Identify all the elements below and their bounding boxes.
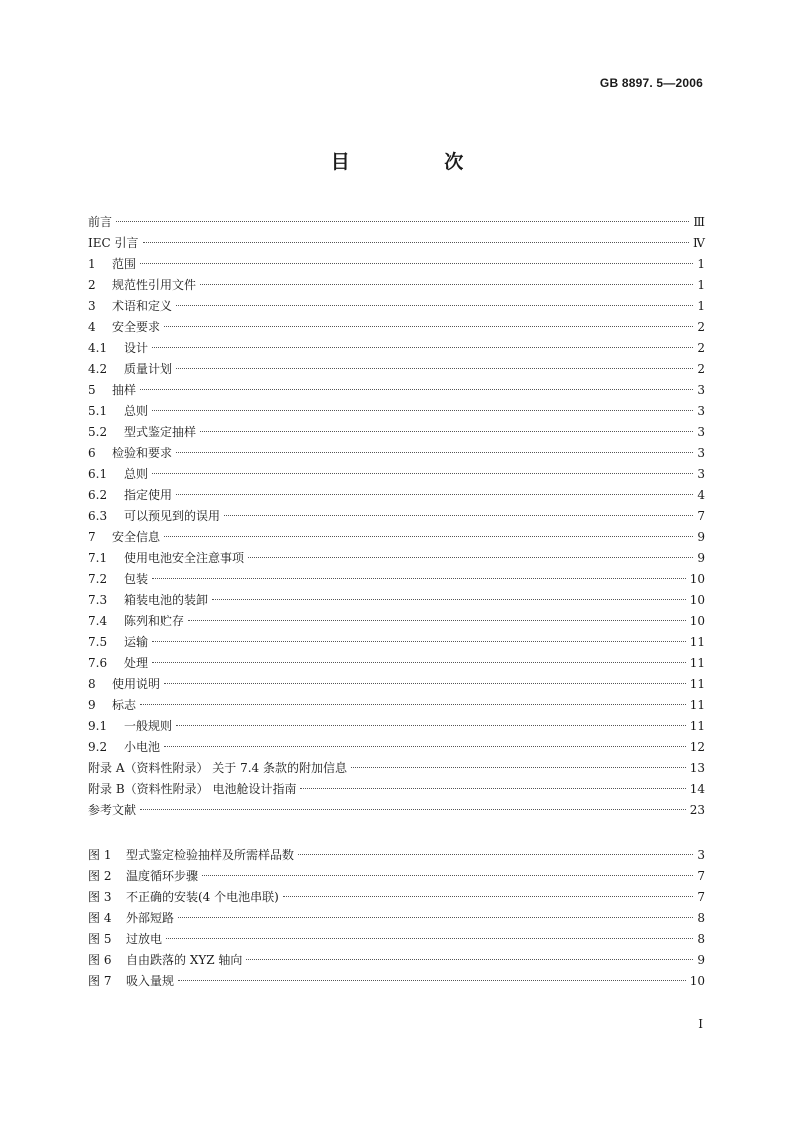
toc-entry-number: 3 — [88, 299, 96, 313]
figure-entry-number: 图 4 — [88, 911, 112, 925]
toc-entry[interactable] — [88, 443, 705, 464]
toc-entry-page: Ⅲ — [693, 215, 705, 229]
dot-leader — [164, 326, 693, 327]
dot-leader — [143, 242, 690, 243]
toc-entry-label: 小电池 — [124, 740, 161, 754]
figure-entry-page: 8 — [697, 911, 705, 925]
toc-entry-page: 13 — [689, 761, 705, 775]
toc-entry-page: 10 — [689, 614, 705, 628]
dot-leader — [164, 536, 693, 537]
dot-leader — [152, 578, 686, 579]
toc-entry-label: 质量计划 — [124, 362, 173, 376]
toc-entry-page: 9 — [697, 530, 705, 544]
dot-leader — [176, 452, 693, 453]
figure-entry-label: 吸入量规 — [126, 974, 175, 988]
toc-entry-page: 3 — [697, 446, 705, 460]
toc-entry-number: 7.6 — [88, 656, 108, 670]
toc-entry[interactable] — [88, 422, 705, 443]
toc-entry-label: 范围 — [112, 257, 137, 271]
toc-entry-label: 前言 — [88, 215, 113, 229]
toc-entry[interactable] — [88, 359, 705, 380]
toc-entry-number: 6 — [88, 446, 96, 460]
toc-entry-number: 6.2 — [88, 488, 108, 502]
toc-entry-page: 12 — [689, 740, 705, 754]
toc-entry-page: 3 — [697, 404, 705, 418]
toc-entry-label: 附录 A（资料性附录） 关于 7.4 条款的附加信息 — [88, 761, 348, 775]
toc-entry[interactable] — [88, 296, 705, 317]
toc-entry-label: 总则 — [124, 404, 149, 418]
toc-entry[interactable] — [88, 212, 705, 233]
toc-entry[interactable] — [88, 275, 705, 296]
toc-entry-label: 箱装电池的装卸 — [124, 593, 209, 607]
dot-leader — [300, 788, 685, 789]
toc-entry-page: 11 — [689, 656, 705, 670]
figure-entry-number: 图 7 — [88, 974, 112, 988]
dot-leader — [152, 347, 693, 348]
figure-entry-label: 外部短路 — [126, 911, 175, 925]
toc-entry-label: 可以预见到的误用 — [124, 509, 221, 523]
toc-entry-number: 9.2 — [88, 740, 108, 754]
toc-entry-number: 6.3 — [88, 509, 108, 523]
standard-code: GB 8897. 5—2006 — [599, 76, 703, 90]
dot-leader — [298, 854, 693, 855]
toc-entry-label: 指定使用 — [124, 488, 173, 502]
list-of-figures — [88, 845, 705, 992]
toc-entry[interactable] — [88, 779, 705, 800]
figure-entry[interactable] — [88, 887, 705, 908]
toc-entry-number: 1 — [88, 257, 96, 271]
toc-entry-label: 运输 — [124, 635, 149, 649]
toc-entry-number: 7.3 — [88, 593, 108, 607]
dot-leader — [178, 980, 686, 981]
toc-entry-number: 7.5 — [88, 635, 108, 649]
dot-leader — [176, 494, 693, 495]
toc-entry-number: 7.4 — [88, 614, 108, 628]
dot-leader — [176, 368, 693, 369]
toc-entry-page: Ⅳ — [693, 236, 705, 250]
toc-entry-label: 包装 — [124, 572, 149, 586]
dot-leader — [351, 767, 686, 768]
toc-entry-page: 10 — [689, 572, 705, 586]
toc-entry-number: 4.1 — [88, 341, 108, 355]
dot-leader — [246, 959, 693, 960]
toc-entry[interactable] — [88, 254, 705, 275]
toc-entry-page: 3 — [697, 467, 705, 481]
figure-entry-number: 图 2 — [88, 869, 112, 883]
dot-leader — [176, 725, 686, 726]
dot-leader — [140, 389, 693, 390]
toc-entry-label: 术语和定义 — [112, 299, 173, 313]
toc-entry-number: 6.1 — [88, 467, 108, 481]
toc-entry[interactable] — [88, 506, 705, 527]
toc-entry[interactable] — [88, 548, 705, 569]
figure-entry-label: 过放电 — [126, 932, 163, 946]
toc-entry-page: 23 — [689, 803, 705, 817]
toc-entry-label: 使用说明 — [112, 677, 161, 691]
toc-entry[interactable] — [88, 485, 705, 506]
toc-entry-page: 2 — [697, 362, 705, 376]
toc-entry[interactable] — [88, 401, 705, 422]
toc-entry-number: 7.1 — [88, 551, 108, 565]
dot-leader — [178, 917, 693, 918]
dot-leader — [283, 896, 694, 897]
figure-entry-label: 温度循环步骤 — [126, 869, 199, 883]
dot-leader — [152, 662, 686, 663]
toc-entry-number: 8 — [88, 677, 96, 691]
figure-entry-page: 7 — [697, 890, 705, 904]
toc-entry[interactable] — [88, 317, 705, 338]
toc-entry[interactable] — [88, 233, 705, 254]
toc-entry-page: 11 — [689, 677, 705, 691]
toc-entry-page: 14 — [689, 782, 705, 796]
toc-entry-label: IEC 引言 — [88, 236, 139, 250]
toc-entry-page: 11 — [689, 635, 705, 649]
toc-entry-page: 1 — [697, 257, 705, 271]
toc-entry-page: 7 — [697, 509, 705, 523]
toc-entry[interactable] — [88, 695, 705, 716]
figure-entry-label: 自由跌落的 XYZ 轴向 — [126, 953, 243, 967]
toc-entry-page: 9 — [697, 551, 705, 565]
figure-entry[interactable] — [88, 908, 705, 929]
toc-entry-label: 检验和要求 — [112, 446, 173, 460]
toc-entry-number: 2 — [88, 278, 96, 292]
toc-entry-label: 安全信息 — [112, 530, 161, 544]
toc-entry-label: 参考文献 — [88, 803, 137, 817]
dot-leader — [164, 746, 686, 747]
toc-entry[interactable] — [88, 653, 705, 674]
toc-entry-number: 4.2 — [88, 362, 108, 376]
figure-entry[interactable] — [88, 845, 705, 866]
page-title: 目 次 — [330, 151, 508, 173]
figure-entry-page: 8 — [697, 932, 705, 946]
dot-leader — [212, 599, 686, 600]
figure-entry-number: 图 5 — [88, 932, 112, 946]
toc-entry-label: 使用电池安全注意事项 — [124, 551, 245, 565]
figure-entry-number: 图 6 — [88, 953, 112, 967]
dot-leader — [176, 305, 693, 306]
toc-entry[interactable] — [88, 590, 705, 611]
dot-leader — [140, 263, 693, 264]
figure-entry-page: 10 — [689, 974, 705, 988]
toc-entry-label: 设计 — [124, 341, 149, 355]
figure-entry[interactable] — [88, 866, 705, 887]
dot-leader — [116, 221, 689, 222]
toc-entry-number: 5 — [88, 383, 96, 397]
toc-entry[interactable] — [88, 464, 705, 485]
toc-entry-number: 7 — [88, 530, 96, 544]
toc-entry-label: 陈列和贮存 — [124, 614, 185, 628]
dot-leader — [152, 641, 686, 642]
toc-entry-label: 处理 — [124, 656, 149, 670]
toc-entry-number: 4 — [88, 320, 96, 334]
toc-entry-page: 1 — [697, 299, 705, 313]
dot-leader — [164, 683, 686, 684]
toc-entry[interactable] — [88, 338, 705, 359]
toc-entry-label: 一般规则 — [124, 719, 173, 733]
toc-entry-page: 2 — [697, 320, 705, 334]
toc-entry-page: 11 — [689, 719, 705, 733]
toc-entry[interactable] — [88, 611, 705, 632]
toc-entry-label: 总则 — [124, 467, 149, 481]
dot-leader — [166, 938, 693, 939]
dot-leader — [140, 704, 686, 705]
page-number: I — [698, 1017, 703, 1031]
toc-entry-number: 5.2 — [88, 425, 108, 439]
dot-leader — [248, 557, 693, 558]
toc-entry-page: 4 — [697, 488, 705, 502]
toc-entry[interactable] — [88, 737, 705, 758]
figure-entry[interactable] — [88, 929, 705, 950]
toc-entry-number: 9.1 — [88, 719, 108, 733]
dot-leader — [188, 620, 686, 621]
toc-entry-label: 附录 B（资料性附录） 电池舱设计指南 — [88, 782, 297, 796]
toc-entry[interactable] — [88, 758, 705, 779]
dot-leader — [152, 410, 693, 411]
toc-entry[interactable] — [88, 632, 705, 653]
toc-entry[interactable] — [88, 380, 705, 401]
toc-entry-page: 11 — [689, 698, 705, 712]
toc-entry-label: 型式鉴定抽样 — [124, 425, 197, 439]
figure-entry-number: 图 3 — [88, 890, 112, 904]
toc-entry[interactable] — [88, 800, 705, 821]
toc-entry[interactable] — [88, 569, 705, 590]
toc-entry-page: 3 — [697, 383, 705, 397]
toc-entry[interactable] — [88, 716, 705, 737]
dot-leader — [202, 875, 693, 876]
toc-entry-page: 2 — [697, 341, 705, 355]
toc-entry-label: 抽样 — [112, 383, 137, 397]
figure-entry-page: 3 — [697, 848, 705, 862]
toc-entry-page: 10 — [689, 593, 705, 607]
toc-entry[interactable] — [88, 527, 705, 548]
dot-leader — [224, 515, 693, 516]
dot-leader — [152, 473, 693, 474]
figure-entry-label: 不正确的安装(4 个电池串联) — [126, 890, 279, 904]
figure-entry[interactable] — [88, 950, 705, 971]
dot-leader — [200, 284, 693, 285]
toc-entry-page: 1 — [697, 278, 705, 292]
toc-entry-page: 3 — [697, 425, 705, 439]
figure-entry-label: 型式鉴定检验抽样及所需样品数 — [126, 848, 295, 862]
figure-entry-page: 7 — [697, 869, 705, 883]
figure-entry[interactable] — [88, 971, 705, 992]
toc-entry-label: 安全要求 — [112, 320, 161, 334]
toc-entry-label: 规范性引用文件 — [112, 278, 197, 292]
toc-entry[interactable] — [88, 674, 705, 695]
dot-leader — [140, 809, 686, 810]
table-of-contents — [88, 212, 705, 821]
figure-entry-number: 图 1 — [88, 848, 112, 862]
toc-entry-number: 5.1 — [88, 404, 108, 418]
toc-entry-number: 9 — [88, 698, 96, 712]
figure-entry-page: 9 — [697, 953, 705, 967]
dot-leader — [200, 431, 693, 432]
toc-entry-label: 标志 — [112, 698, 137, 712]
toc-entry-number: 7.2 — [88, 572, 108, 586]
